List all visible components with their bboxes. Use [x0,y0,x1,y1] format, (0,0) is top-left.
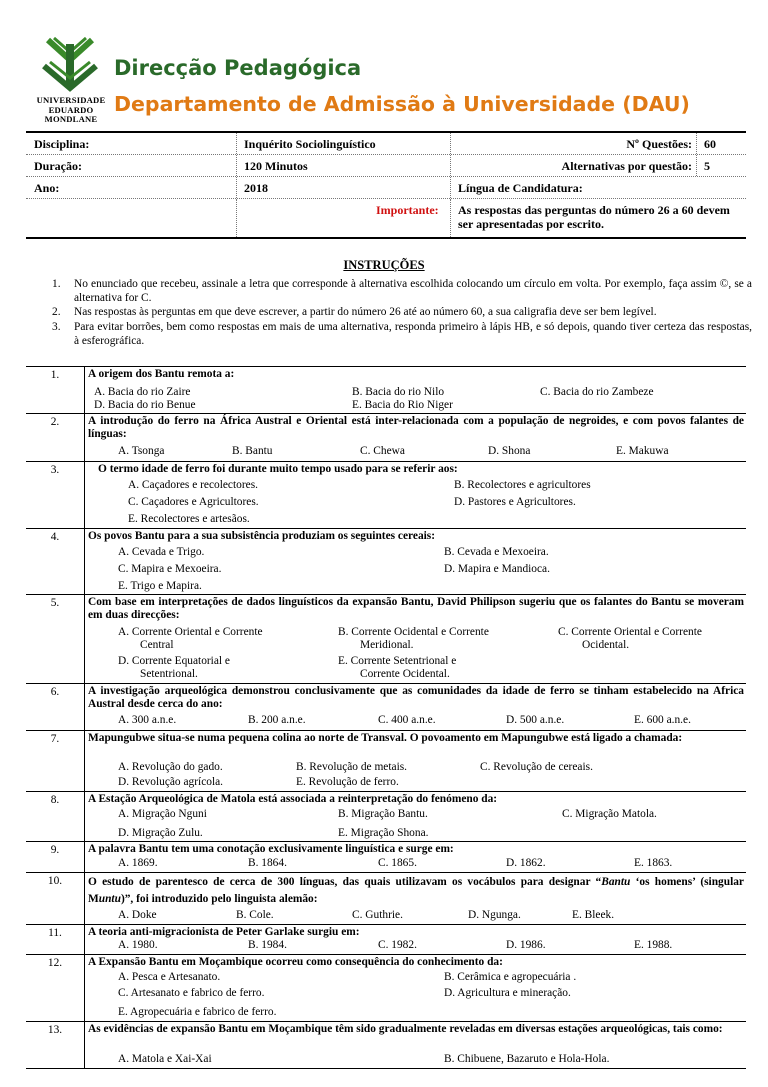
instructions-list [52,277,752,348]
option-c[interactable]: C. Revolução de cereais. [480,761,593,773]
duracao-label: Duração: [34,159,82,173]
option-a[interactable]: A. 1869. [118,857,158,869]
instruction-item: 2. Nas respostas às perguntas em que deve escrever, a partir do número 26 até ao número 60, a sua caligrafia deve ser bem legível. [52,306,657,319]
option-d[interactable]: D. 500 a.n.e. [506,714,565,726]
question-row [26,955,746,1022]
option-b[interactable]: B. Recolectores e agricultores [454,479,591,491]
alternativas-label: Alternativas por questão: [561,159,692,173]
question-text: As evidências de expansão Bantu em Moçambique têm sido gradualmente reveladas em diversas estações arqueológicas, tais como: [88,1023,723,1035]
option-a[interactable]: A. Caçadores e recolectores. [128,479,258,491]
question-number: 12. [47,957,63,969]
option-b[interactable]: B. Cevada e Mexoeira. [444,546,549,558]
option-e[interactable]: E. Revolução de ferro. [296,776,399,788]
instructions-title: INSTRUÇÕES [343,258,425,272]
option-e[interactable]: E. 1863. [634,857,673,869]
option-b[interactable]: B. Bantu [232,445,273,457]
option-d[interactable]: D. Agricultura e mineração. [444,987,571,999]
question-row [26,842,746,873]
option-d[interactable]: D. Bacia do rio Benue [94,399,196,411]
question-text: A Estação Arqueológica de Matola está associada a reinterpretação do fenómeno da: [88,793,498,805]
option-d[interactable]: D. Ngunga. [468,909,521,921]
option-c[interactable]: C. Guthrie. [352,909,403,921]
option-a[interactable]: A. Tsonga [118,445,165,457]
question-number: 6. [50,686,60,698]
question-number: 3. [50,464,60,476]
option-e[interactable]: E. Trigo e Mapira. [118,580,202,592]
option-b-cont: Meridional. [360,639,414,651]
option-a[interactable]: A. Bacia do rio Zaire [94,386,191,398]
option-b[interactable]: B. 1864. [248,857,287,869]
option-e[interactable]: E. Recolectores e artesãos. [128,513,250,525]
question-row [26,1022,746,1068]
info-row-duracao [26,155,746,177]
question-text: Mapungubwe situa-se numa pequena colina ao norte de Transval. O povoamento em Mapungubwe está ligado a chamada: [88,732,683,744]
question-row [26,792,746,842]
option-c[interactable]: C. Caçadores e Agricultores. [128,496,259,508]
question-number: 2. [50,416,60,428]
option-c[interactable]: C. Chewa [360,445,405,457]
option-a[interactable]: A. Pesca e Artesanato. [118,971,221,983]
question-number: 7. [50,733,60,745]
option-c[interactable]: C. Mapira e Mexoeira. [118,563,222,575]
info-row-disciplina [26,133,746,155]
option-a[interactable]: A. Revolução do gado. [118,761,223,773]
option-b[interactable]: B. Revolução de metais. [296,761,408,773]
question-text: A teoria anti-migracionista de Peter Garlake surgiu em: [88,926,360,938]
question-number: 11. [48,927,62,939]
option-d[interactable]: D. Shona [488,445,531,457]
lingua-label: Língua de Candidatura: [458,181,583,195]
option-e[interactable]: E. Bacia do Rio Niger [352,399,453,411]
option-b[interactable]: B. 200 a.n.e. [248,714,306,726]
option-b[interactable]: B. Cerâmica e agropecuária . [444,971,577,983]
option-c[interactable]: C. 1865. [378,857,417,869]
option-e-cont: Corrente Ocidental. [360,668,450,680]
question-number: 9. [50,844,60,856]
duracao-value: 120 Minutos [244,159,308,173]
question-number: 8. [50,794,60,806]
question-number: 10. [47,875,63,887]
option-d-cont: Setentrional. [140,668,198,680]
option-e[interactable]: E. 600 a.n.e. [634,714,691,726]
option-a[interactable]: A. 1980. [118,939,158,951]
page-header [34,36,744,128]
question-row [26,873,746,925]
option-a[interactable]: A. Matola e Xai-Xai [118,1053,212,1065]
question-text: A introdução do ferro na África Austral e Oriental está inter-relacionada com a população de negroides, e com povos falantes de línguas: [88,415,744,440]
university-logo-icon [40,36,100,92]
question-row [26,462,746,529]
info-row-ano [26,177,746,199]
info-row-importante [26,199,746,237]
question-number: 1. [50,369,60,381]
question-text: Com base em interpretações de dados linguísticos da expansão Bantu, David Philipson sugeriu que os falantes do Bantu se moveram em duas direcções: [88,596,744,621]
option-a[interactable]: A. Doke [118,909,157,921]
option-b[interactable]: B. Corrente Ocidental e Corrente [338,626,489,638]
disciplina-label: Disciplina: [34,137,90,151]
exam-info-table [26,131,746,239]
option-a[interactable]: A. 300 a.n.e. [118,714,177,726]
option-a[interactable]: A. Corrente Oriental e Corrente [118,626,263,638]
question-row [26,367,746,414]
option-c[interactable]: C. Artesanato e fabrico de ferro. [118,987,265,999]
option-e[interactable]: E. Bleek. [572,909,615,921]
instruction-item: 3. Para evitar borrões, bem como respostas em mais de uma alternativa, responda primeiro à lápis HB, e só depois, quando tiver certeza das respostas, à esferográfica. [52,320,752,347]
ano-value: 2018 [244,181,268,195]
option-c[interactable]: C. 400 a.n.e. [378,714,436,726]
option-e[interactable]: E. Makuwa [616,445,669,457]
question-row [26,595,746,684]
importante-text: As respostas das perguntas do número 26 a 60 devem ser apresentadas por escrito. [458,203,730,231]
option-b[interactable]: B. Bacia do rio Nilo [352,386,445,398]
question-text: A Expansão Bantu em Moçambique ocorreu como consequência do conhecimento da: [88,956,503,968]
header-directorate: Direcção Pedagógica [114,56,362,80]
option-d[interactable]: D. 1986. [506,939,546,951]
option-c-cont: Ocidental. [582,639,630,651]
question-text: Os povos Bantu para a sua subsistência produziam os seguintes cereais: [88,530,436,542]
question-text: A palavra Bantu tem uma conotação exclusivamente linguística e surge em: [88,843,454,855]
question-text: A investigação arqueológica demonstrou conclusivamente que as comunidades da idade de ferro se tinham estabelecido na Africa Austral desde cerca do ano: [88,685,744,710]
question-row [26,414,746,462]
alternativas-value: 5 [704,159,710,173]
question-row [26,925,746,955]
option-b[interactable]: B. 1984. [248,939,287,951]
question-row [26,731,746,792]
option-d[interactable]: D. Revolução agrícola. [118,776,224,788]
header-department: Departamento de Admissão à Universidade (DAU) [114,92,690,116]
option-c[interactable]: C. Bacia do rio Zambeze [540,386,654,398]
nquestoes-label: Nº Questões: [626,137,692,151]
questions-table [26,366,746,1069]
disciplina-value: Inquérito Sociolinguístico [244,137,376,151]
question-row [26,684,746,731]
option-e[interactable]: E. Agropecuária e fabrico de ferro. [118,1006,277,1018]
question-number: 4. [50,531,60,543]
option-e[interactable]: E. 1988. [634,939,673,951]
option-e[interactable]: E. Migração Shona. [338,827,429,839]
option-b[interactable]: B. Migração Bantu. [338,808,428,820]
option-b[interactable]: B. Cole. [236,909,274,921]
option-a[interactable]: A. Migração Nguni [118,808,207,820]
option-e[interactable]: E. Corrente Setentrional e [338,655,457,667]
nquestoes-value: 60 [704,137,716,151]
option-a-cont: Central [140,639,174,651]
question-row [26,529,746,595]
question-number: 5. [50,597,60,609]
question-text: O termo idade de ferro foi durante muito tempo usado para se referir aos: [98,463,458,475]
option-d[interactable]: D. 1862. [506,857,546,869]
option-c[interactable]: C. Corrente Oriental e Corrente [558,626,702,638]
option-d[interactable]: D. Pastores e Agricultores. [454,496,576,508]
question-text: O estudo de parentesco de cerca de 300 línguas, das quais utilizavam os vocábulos para designar “Bantu ‘os homens’ (singular Muntu)”, foi introduzido pelo linguista alemão: [88,876,744,905]
option-d[interactable]: D. Mapira e Mandioca. [444,563,550,575]
option-a[interactable]: A. Cevada e Trigo. [118,546,205,558]
ano-label: Ano: [34,181,60,195]
university-logo-text: UNIVERSIDADE EDUARDO MONDLANE [36,95,106,124]
option-c[interactable]: C. Migração Matola. [562,808,657,820]
question-number: 13. [47,1024,63,1036]
question-text: A origem dos Bantu remota a: [88,368,235,380]
option-b[interactable]: B. Chibuene, Bazaruto e Hola-Hola. [444,1053,610,1065]
importante-label: Importante: [376,203,439,217]
option-d[interactable]: D. Migração Zulu. [118,827,203,839]
instruction-item: 1. No enunciado que recebeu, assinale a letra que corresponde à alternativa escolhida colocando um círculo em volta. Por exemplo, faça assim ©, se a alternativa for C. [52,278,752,305]
option-d[interactable]: D. Corrente Equatorial e [118,655,230,667]
option-c[interactable]: C. 1982. [378,939,417,951]
